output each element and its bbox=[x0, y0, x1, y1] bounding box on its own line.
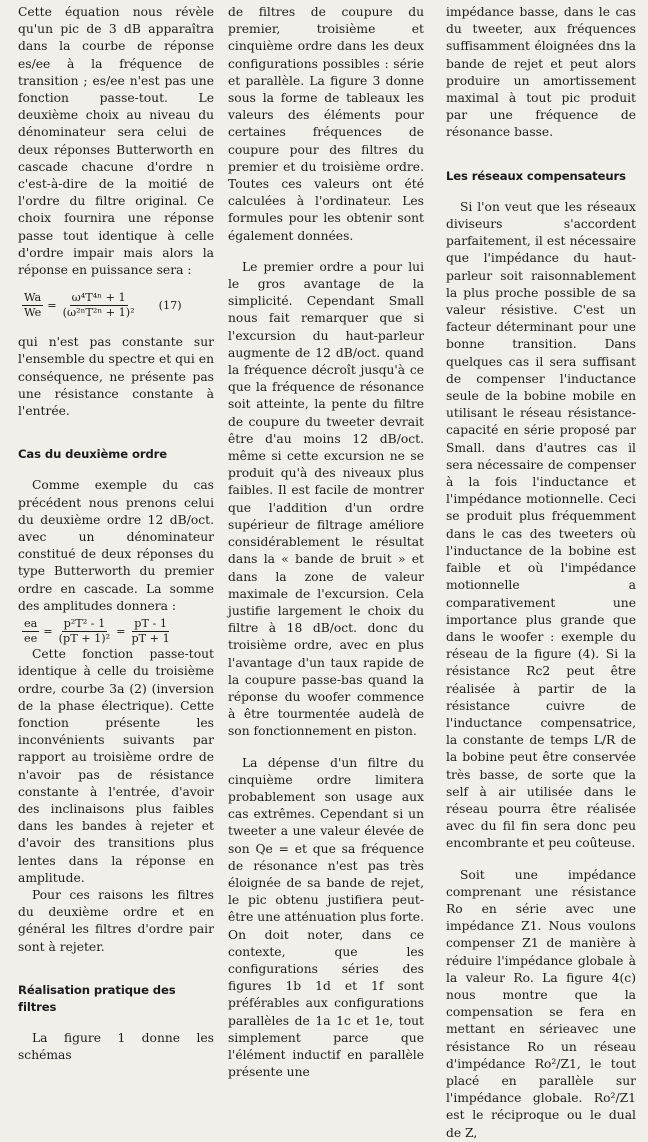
paragraph: qui n'est pas constante sur l'ensemble du spectre et qui en conséquence, ne présente pas une résistance constante à l'entrée. bbox=[18, 335, 214, 419]
paragraph: Le premier ordre a pour lui le gros avantage de la simplicité. Cependant Small nous fait remarquer que si l'excursion du haut-parleur augmente de 12 dB/oct. quand la fréquence décroît jusqu'à ce que la fréquence de résonance soit atteinte, la pente du filtre de coupure du tweeter devrait être d'au moins 12 dB/oct. même si cette excursion ne se produit qu'à des niveaux plus faibles. Il est facile de montrer que l'addition d'un ordre supérieur de filtrage améliore considérablement le résultat dans la « bande de bruit » et dans la zone de valeur maximale de l'excursion. Cela justifie largement le choix du filtre à 18 dB/oct. donc du troisième ordre, avec en plus l'avantage d'un taux rapide de la coupure passe-bas quand la réponse du woofer commence à être tourmentée audelà de son fonctionnement en piston. bbox=[228, 259, 424, 739]
column-2 bbox=[228, 4, 424, 1081]
equals-sign: = bbox=[116, 624, 126, 638]
fraction-numerator: ea bbox=[24, 617, 38, 631]
fraction-numerator: pT - 1 bbox=[134, 617, 167, 631]
paragraph: Pour ces raisons les filtres du deuxième ordre et en général les filtres d'ordre pair sont à rejeter. bbox=[18, 887, 214, 954]
fraction-numerator: Wa bbox=[24, 291, 42, 305]
section-heading: Les réseaux compensateurs bbox=[446, 168, 626, 183]
equation-lhs bbox=[22, 291, 43, 320]
equation-rhs bbox=[130, 617, 172, 646]
fraction-denominator: ee bbox=[24, 632, 38, 646]
fraction-denominator: We bbox=[24, 306, 42, 320]
equals-sign: = bbox=[47, 299, 57, 313]
equation-middle bbox=[57, 617, 112, 646]
paragraph: La figure 1 donne les schémas bbox=[18, 1031, 214, 1063]
fraction-denominator: (pT + 1)² bbox=[58, 632, 111, 646]
column-1 bbox=[18, 4, 214, 1065]
paragraph: Cette fonction passe-tout identique à celle du troisième ordre, courbe 3a (2) (inversion de la phase électrique). Cette fonction présente les inconvénients suivants par rapport au troisième ordre de n'avoir pas de résistance constante à l'entrée, d'avoir des inclinaisons plus faibles dans les bandes à rejeter et d'avoir des transitions plus lentes dans la réponse en amplitude. bbox=[18, 647, 214, 885]
equation-number: (17) bbox=[158, 299, 182, 313]
paragraph: de filtres de coupure du premier, troisième et cinquième ordre dans les deux configurations possibles : série et parallèle. La figure 3 donne sous la forme de tableaux les valeurs des éléments pour certaines fréquences de coupure pour des filtres du premier et du troisième ordre. Toutes ces valeurs ont été calculées à l'ordinateur. Les formules pour les obtenir sont également données. bbox=[228, 5, 424, 243]
fraction-denominator: pT + 1 bbox=[131, 632, 170, 646]
equals-sign: = bbox=[43, 624, 53, 638]
fraction-denominator: (ω²ⁿT²ⁿ + 1)² bbox=[62, 306, 135, 320]
paragraph: Si l'on veut que les réseaux diviseurs s'accordent parfaitement, il est nécessaire que l'impédance du haut-parleur soit raisonnablement la plus proche possible de sa valeur résistive. C'est un facteur déterminant pour une bonne transition. Dans quelques cas il sera suffisant de compenser l'inductance seule de la bobine mobile en utilisant le réseau résistance-capacité en série proposé par Small. dans d'autres cas il sera nécessaire de compenser à la fois l'inductance et l'impédance motionnelle. Ceci se produit plus fréquemment dans le cas des tweeters où l'inductance de la bobine est faible et où l'impédance motionnelle a comparativement une importance plus grande que dans le woofer : exemple du réseau de la figure (4). Si la résistance Rc2 peut être réalisée à partir de la résistance cuivre de l'inductance compensatrice, la constante de temps L/R de la bobine peut être conservée très basse, de sorte que la self à air utilisée dans le réseau pourra être réalisée avec du fil fin sera donc peu encombrante et peu coûteuse. bbox=[446, 199, 636, 851]
equation-lhs bbox=[22, 617, 39, 646]
paragraph: impédance basse, dans le cas du tweeter, aux fréquences suffisamment éloignées dns la bande de rejet et peut alors produire un amortissement maximal à tout pic produit par une fréquence de résonance basse. bbox=[446, 5, 636, 140]
equation-17 bbox=[18, 291, 214, 320]
paragraph: Soit une impédance comprenant une résistance Ro en série avec une impédance Z1. Nous voulons compenser Z1 de manière à réduire l'impédance globale à la valeur Ro. La figure 4(c) nous montre que la compensation se fera en mettant en sérieavec une résistance Ro un réseau d'impédance Ro²/Z1, le tout placé en parallèle sur l'impédance globale. Ro²/Z1 est le réciproque ou le dual de Z, bbox=[446, 867, 636, 1140]
paragraph: La dépense d'un filtre du cinquième ordre limitera probablement son usage aux cas extrêmes. Cependant si un tweeter a une valeur élevée de son Qe = et que sa fréquence de résonance n'est pas très éloignée de sa bande de rejet, le pic obtenu justifiera peut-être une atténuation plus forte. On doit noter, dans ce contexte, que les configurations séries des figures 1b 1d et 1f sont préférables aux configurations parallèles de 1a 1c et 1e, tout simplement parce que l'élément inductif en parallèle présente une bbox=[228, 755, 424, 1080]
equation-sum-amplitudes bbox=[18, 617, 214, 646]
section-heading: Réalisation pratique des filtres bbox=[18, 982, 176, 1014]
fraction-numerator: p²T² - 1 bbox=[63, 617, 106, 631]
section-heading: Cas du deuxième ordre bbox=[18, 447, 168, 462]
paragraph: Cette équation nous révèle qu'un pic de 3 dB apparaîtra dans la courbe de réponse es/ee à la fréquence de transition ; es/ee n'est pas une fonction passe-tout. Le deuxième choix au niveau du dénominateur sera celui de deux réponses Butterworth en cascade chacune d'ordre n c'est-à-dire de la moitié de l'ordre du filtre original. Ce choix fournira une réponse passe tout identique à celle d'ordre impair mais alors la réponse en puissance sera : bbox=[18, 5, 214, 278]
paragraph: Comme exemple du cas précédent nous prenons celui du deuxième ordre 12 dB/oct. avec un dénominateur constitué de deux réponses du type Butterworth du premier ordre en cascade. La somme des amplitudes donnera : bbox=[18, 478, 214, 613]
fraction-numerator: ω⁴T⁴ⁿ + 1 bbox=[71, 291, 126, 305]
column-3 bbox=[446, 4, 636, 1142]
equation-rhs bbox=[61, 291, 137, 320]
